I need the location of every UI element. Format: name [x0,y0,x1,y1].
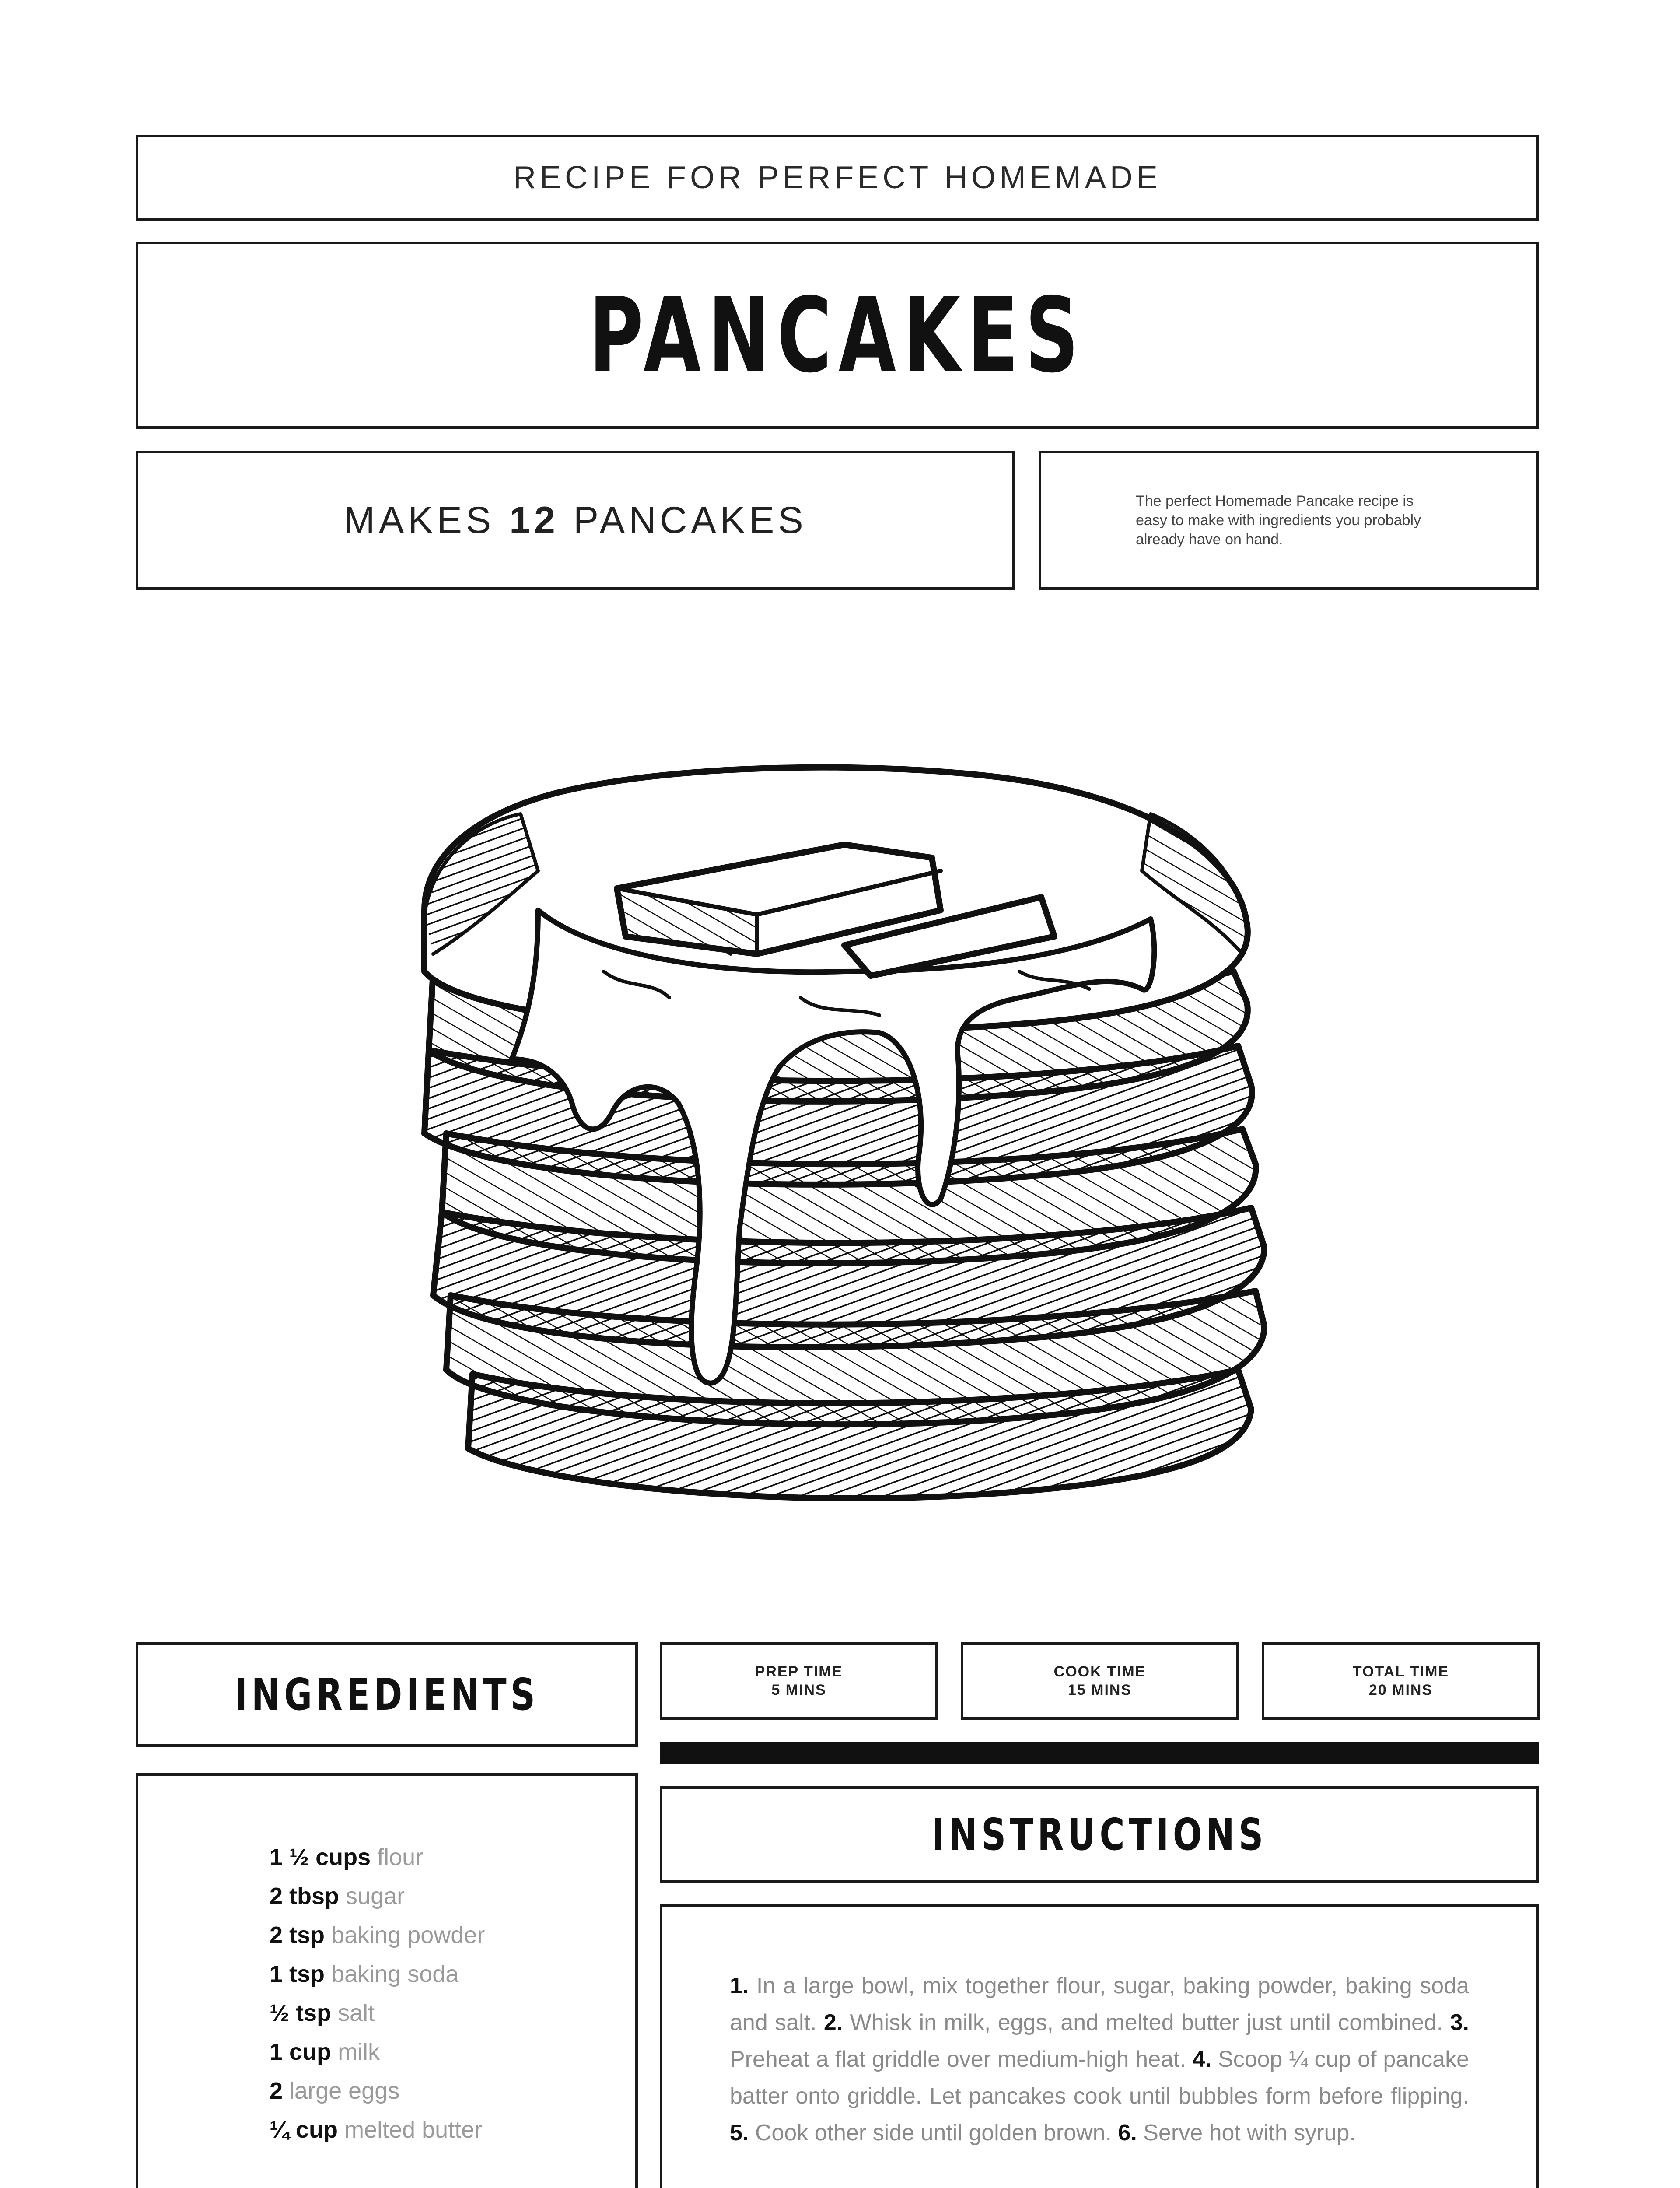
recipe-supertitle: RECIPE FOR PERFECT HOMEMADE [513,160,1162,195]
ingredient-item [270,1838,485,1877]
ingredient-item [270,1994,485,2033]
cook-time-label: COOK TIME [1054,1663,1146,1680]
step-text: Cook other side until golden brown. [755,2120,1112,2146]
yield-prefix: MAKES [343,499,495,541]
step-text: Serve hot with syrup. [1143,2120,1356,2146]
step-text: Preheat a flat griddle over medium-high heat. [730,2047,1186,2072]
step-number: 2. [823,2010,843,2035]
ingredient-name: baking powder [331,1922,485,1948]
step-number: 6. [1118,2120,1137,2146]
ingredient-qty: 2 tbsp [270,1883,340,1909]
ingredient-name: melted butter [344,2117,483,2143]
instructions-box [660,1904,1539,2188]
ingredient-name: salt [338,2000,375,2026]
ingredient-name: milk [338,2039,380,2065]
yield-text [343,499,807,542]
ingredient-qty: ½ tsp [270,2000,332,2026]
ingredient-item [270,2072,485,2111]
ingredient-name: baking soda [331,1961,459,1987]
step-number: 4. [1192,2047,1212,2072]
step-text: In a large bowl, mix together flour, sugar, baking powder, baking soda and salt. [730,1973,1469,2035]
ingredient-qty: ¼ cup [270,2117,338,2143]
instructions-heading-box [660,1786,1539,1883]
ingredient-name: sugar [346,1883,405,1909]
total-time-value: 20 MINS [1368,1682,1433,1698]
step-text: Whisk in milk, eggs, and melted butter just until combined. [850,2010,1443,2035]
step-number: 1. [730,1973,749,1999]
step-number: 3. [1450,2010,1470,2035]
yield-box [136,451,1015,590]
ingredient-name: flour [377,1844,424,1870]
instructions-heading: INSTRUCTIONS [931,1809,1267,1860]
yield-suffix: PANCAKES [573,499,807,541]
recipe-title-box [136,242,1539,429]
total-time-box [1262,1642,1540,1720]
instructions-text [730,1967,1469,2151]
cook-time-box [961,1642,1239,1720]
ingredient-item [270,1877,485,1916]
ingredient-item [270,2111,485,2149]
cook-time-value: 15 MINS [1068,1682,1132,1698]
prep-time-box [660,1642,938,1720]
description-box [1039,451,1539,590]
ingredient-qty: 1 ½ cups [270,1844,371,1870]
ingredients-list [138,1838,485,2149]
step-number: 5. [730,2120,749,2146]
ingredients-list-box [136,1773,638,2188]
ingredient-item [270,1955,485,1994]
recipe-title: PANCAKES [589,275,1086,396]
ingredient-qty: 2 [270,2078,283,2104]
ingredient-name: large eggs [289,2078,400,2104]
total-time-label: TOTAL TIME [1352,1663,1449,1680]
ingredient-qty: 1 cup [270,2039,332,2065]
section-divider-bar [660,1742,1539,1764]
prep-time-label: PREP TIME [755,1663,843,1680]
recipe-description: The perfect Homemade Pancake recipe is easy to make with ingredients you probably already have on hand. [1136,493,1421,548]
step-text: Scoop ¼ cup of pancake batter onto griddle. Let pancakes cook until bubbles form before flipping. [730,2047,1469,2109]
recipe-supertitle-box [136,135,1539,221]
yield-count: 12 [509,499,559,541]
pancake-stack-with-butter-and-syrup-illustration [407,726,1326,1523]
prep-time-value: 5 MINS [771,1682,826,1698]
ingredient-item [270,2033,485,2072]
ingredient-item [270,1916,485,1955]
ingredient-qty: 1 tsp [270,1961,325,1987]
ingredients-heading: INGREDIENTS [234,1669,539,1720]
ingredients-heading-box [136,1642,638,1747]
ingredient-qty: 2 tsp [270,1922,325,1948]
